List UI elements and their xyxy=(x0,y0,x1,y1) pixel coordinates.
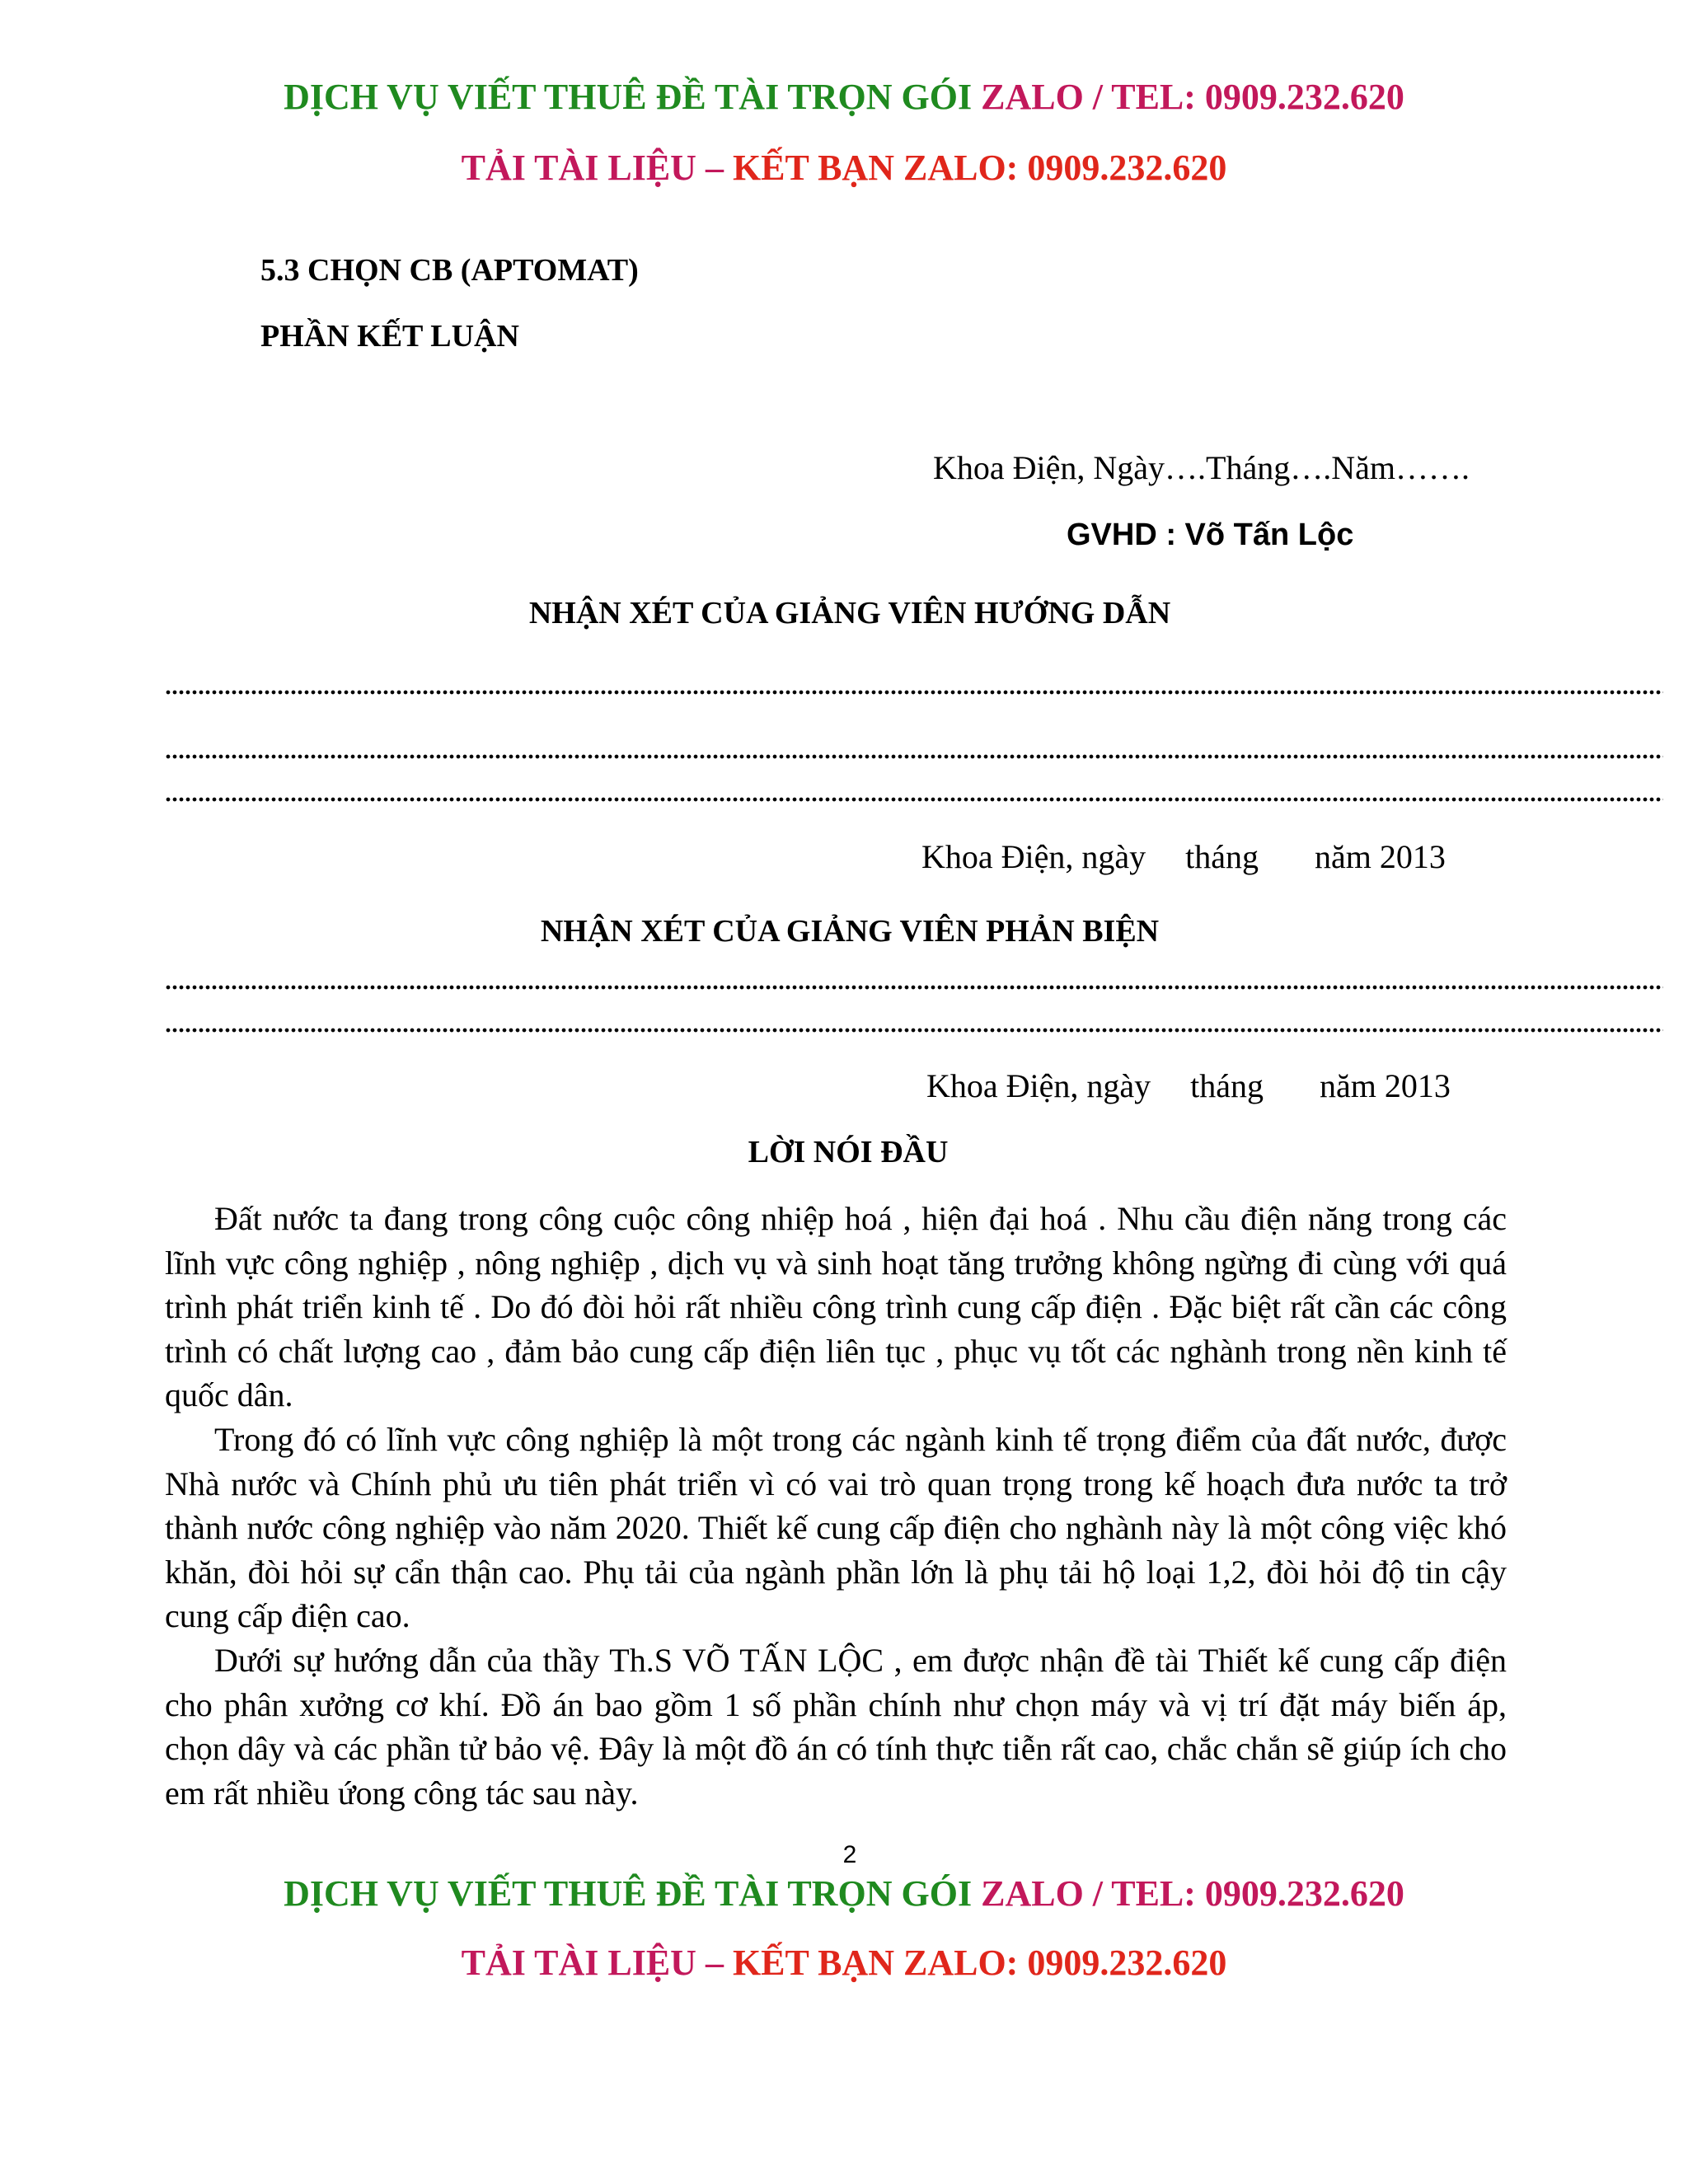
footer-banner-line1 xyxy=(0,1872,1688,1915)
advisor-review-dotline-1 xyxy=(165,689,1663,696)
page-number: 2 xyxy=(842,1841,857,1868)
reviewer-review-date-place: Khoa Điện, ngày xyxy=(926,1067,1151,1104)
footer-banner-line2 xyxy=(0,1942,1688,1984)
toc-item-cb: 5.3 CHỌN CB (APTOMAT) xyxy=(260,253,639,288)
header-banner-download: TẢI TÀI LIỆU – xyxy=(461,148,733,188)
advisor-review-date-month: tháng xyxy=(1185,838,1259,875)
advisor-review-title: NHẬN XÉT CỦA GIẢNG VIÊN HƯỚNG DẪN xyxy=(528,596,1171,630)
reviewer-review-date-year: năm 2013 xyxy=(1320,1067,1451,1104)
header-banner-service: DỊCH VỤ VIẾT THUÊ ĐỀ TÀI TRỌN GÓI xyxy=(284,77,982,117)
reviewer-review-title: NHẬN XÉT CỦA GIẢNG VIÊN PHẢN BIỆN xyxy=(540,914,1160,949)
advisor-name: GVHD : Võ Tấn Lộc xyxy=(1067,518,1354,552)
preface-paragraph-2: Trong đó có lĩnh vực công nghiệp là một trong các ngành kinh tế trọng điểm của đất nước, được Nhà nước và Chính phủ ưu tiên phát triển vì có vai trò quan trọng trong kế hoạch đưa nước ta trở thành nước công nghiệp vào năm 2020. Thiết kế cung cấp điện cho nghành này là một công việc khó khăn, đòi hỏi sự cẩn thận cao. Phụ tải của ngành phần lớn là phụ tải hộ loại 1,2, đòi hỏi độ tin cậy cung cấp điện cao. xyxy=(165,1421,1507,1634)
advisor-review-dotline-3 xyxy=(165,796,1663,803)
header-banner-contact: ZALO / TEL: 0909.232.620 xyxy=(981,77,1404,117)
toc-item-conclusion: PHẦN KẾT LUẬN xyxy=(260,319,519,354)
advisor-review-date-year: năm 2013 xyxy=(1315,838,1446,875)
advisor-review-date-place: Khoa Điện, ngày xyxy=(921,838,1146,875)
advisor-review-dotline-2 xyxy=(165,753,1663,760)
header-banner-line1 xyxy=(0,76,1688,118)
header-banner-zalo: KẾT BẠN ZALO: 0909.232.620 xyxy=(732,148,1227,188)
reviewer-review-dotline-2 xyxy=(165,1027,1663,1033)
footer-banner-service: DỊCH VỤ VIẾT THUÊ ĐỀ TÀI TRỌN GÓI xyxy=(284,1873,982,1914)
header-banner-line2 xyxy=(0,147,1688,189)
signature-date: Khoa Điện, Ngày….Tháng….Năm……. xyxy=(933,449,1470,486)
reviewer-review-date-month: tháng xyxy=(1190,1067,1264,1104)
footer-banner-zalo: KẾT BẠN ZALO: 0909.232.620 xyxy=(732,1943,1227,1983)
advisor-review-date xyxy=(921,837,1446,876)
footer-banner-download: TẢI TÀI LIỆU – xyxy=(461,1943,733,1983)
reviewer-review-date xyxy=(926,1066,1451,1105)
preface-title: LỜI NÓI ĐẦU xyxy=(748,1135,949,1169)
reviewer-review-dotline-1 xyxy=(165,984,1663,991)
preface-paragraph-3: Dưới sự hướng dẫn của thầy Th.S VÕ TẤN LỘC , em được nhận đề tài Thiết kế cung cấp điện cho phân xưởng cơ khí. Đồ án bao gồm 1 số phần chính như chọn máy và vị trí đặt máy biến áp, chọn dây và các phần tử bảo vệ. Đây là một đồ án có tính thực tiễn rất cao, chắc chắn sẽ giúp ích cho em rất nhiều ứong công tác sau này. xyxy=(165,1642,1507,1811)
footer-banner-contact: ZALO / TEL: 0909.232.620 xyxy=(981,1873,1404,1914)
preface-paragraph-1: Đất nước ta đang trong công cuộc công nhiệp hoá , hiện đại hoá . Nhu cầu điện năng trong các lĩnh vực công nghiệp , nông nghiệp , dịch vụ và sinh hoạt tăng trưởng không ngừng đi cùng với quá trình phát triển kinh tế . Do đó đòi hỏi rất nhiều công trình cung cấp điện . Đặc biệt rất cần các công trình có chất lượng cao , đảm bảo cung cấp điện liên tục , phục vụ tốt các nghành trong nền kinh tế quốc dân. xyxy=(165,1200,1507,1413)
